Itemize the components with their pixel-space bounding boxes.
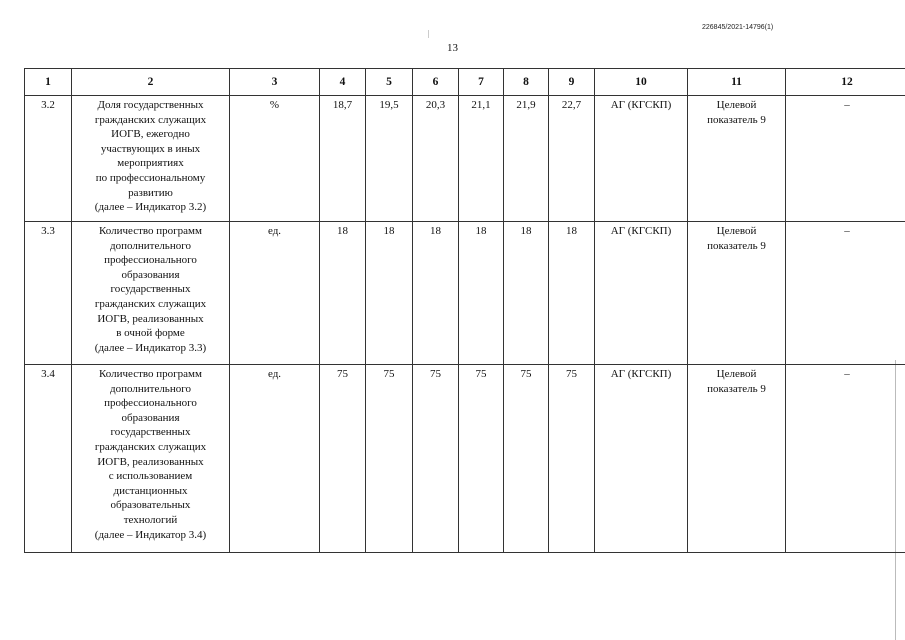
- value-cell: 75: [413, 365, 459, 553]
- header-row: [25, 69, 905, 96]
- table-row: [25, 365, 905, 553]
- row-number: 3.2: [25, 96, 72, 222]
- value-cell: 19,5: [366, 96, 413, 222]
- unit-cell: ед.: [230, 365, 320, 553]
- unit-cell: %: [230, 96, 320, 222]
- row-number: 3.4: [25, 365, 72, 553]
- column-header: 5: [366, 69, 413, 96]
- value-cell: 18: [459, 222, 504, 365]
- source-cell: АГ (КГСКП): [595, 222, 688, 365]
- column-header: 2: [72, 69, 230, 96]
- value-cell: 18: [504, 222, 549, 365]
- unit-cell: ед.: [230, 222, 320, 365]
- column-header: 1: [25, 69, 72, 96]
- value-cell: 75: [320, 365, 366, 553]
- column-header: 6: [413, 69, 459, 96]
- source-cell: АГ (КГСКП): [595, 365, 688, 553]
- table-row: [25, 222, 905, 365]
- indicator-name: Количество программ дополнительного профессионального образования государственных гражданских служащих ИОГВ, реализованных с использованием дистанционных образовательных технологий (далее – Индикатор 3.4): [72, 365, 230, 553]
- target-link-cell: Целевой показатель 9: [688, 365, 786, 553]
- column-header: 12: [786, 69, 905, 96]
- value-cell: 75: [366, 365, 413, 553]
- document-id: 226845/2021-14796(1): [702, 24, 774, 31]
- column-header: 10: [595, 69, 688, 96]
- value-cell: 22,7: [549, 96, 595, 222]
- value-cell: 18,7: [320, 96, 366, 222]
- note-cell: –: [786, 222, 905, 365]
- column-header: 4: [320, 69, 366, 96]
- value-cell: 18: [320, 222, 366, 365]
- source-cell: АГ (КГСКП): [595, 96, 688, 222]
- indicators-table: [24, 68, 905, 553]
- target-link-cell: Целевой показатель 9: [688, 222, 786, 365]
- row-number: 3.3: [25, 222, 72, 365]
- note-cell: –: [786, 365, 905, 553]
- column-header: 11: [688, 69, 786, 96]
- note-cell: –: [786, 96, 905, 222]
- indicator-name: Количество программ дополнительного профессионального образования государственных гражданских служащих ИОГВ, реализованных в очной форме (далее – Индикатор 3.3): [72, 222, 230, 365]
- value-cell: 18: [549, 222, 595, 365]
- page-number: 13: [447, 42, 458, 54]
- column-header: 9: [549, 69, 595, 96]
- value-cell: 18: [366, 222, 413, 365]
- value-cell: 20,3: [413, 96, 459, 222]
- indicator-name: Доля государственных гражданских служащих ИОГВ, ежегодно участвующих в иных мероприятиях по профессиональному развитию (далее – Индикатор 3.2): [72, 96, 230, 222]
- table-row: [25, 96, 905, 222]
- scan-artifact: [428, 30, 429, 38]
- column-header: 3: [230, 69, 320, 96]
- column-header: 7: [459, 69, 504, 96]
- column-header: 8: [504, 69, 549, 96]
- value-cell: 75: [459, 365, 504, 553]
- value-cell: 75: [549, 365, 595, 553]
- target-link-cell: Целевой показатель 9: [688, 96, 786, 222]
- value-cell: 18: [413, 222, 459, 365]
- value-cell: 21,9: [504, 96, 549, 222]
- value-cell: 21,1: [459, 96, 504, 222]
- value-cell: 75: [504, 365, 549, 553]
